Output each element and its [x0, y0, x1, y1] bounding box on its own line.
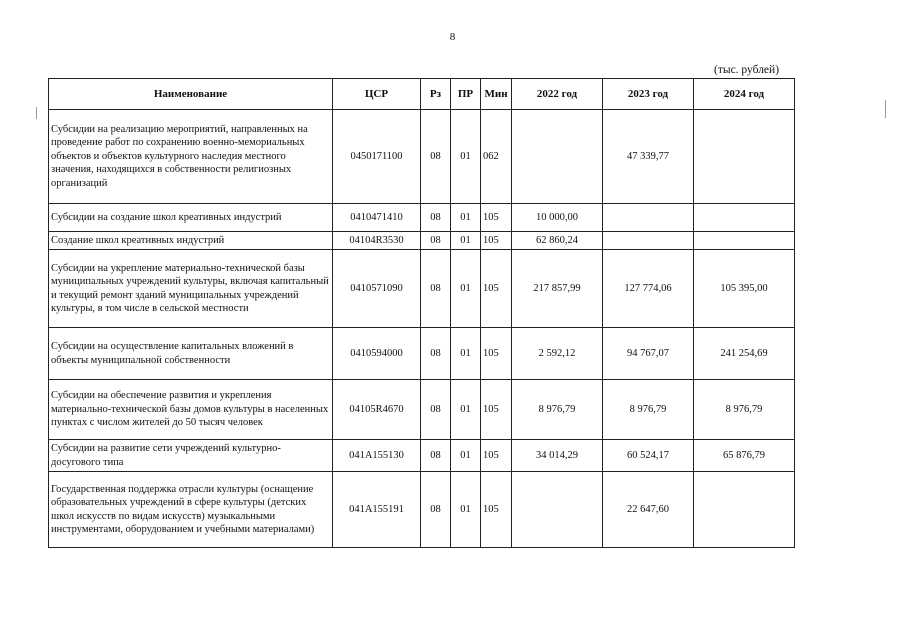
cell-rz: 08: [421, 440, 451, 472]
scan-artifact-left: [36, 107, 37, 119]
cell-2024: 65 876,79: [694, 440, 795, 472]
cell-name: Субсидии на развитие сети учреждений культурно-досугового типа: [49, 440, 333, 472]
cell-name: Субсидии на обеспечение развития и укрепления материально-технической базы домов культуры в населенных пунктах с числом жителей до 50 тысяч человек: [49, 380, 333, 440]
scan-artifact-right: [885, 100, 886, 118]
budget-table: [48, 78, 795, 548]
cell-name: Субсидии на создание школ креативных индустрий: [49, 204, 333, 232]
cell-rz: 08: [421, 472, 451, 548]
cell-2024: [694, 204, 795, 232]
cell-rz: 08: [421, 328, 451, 380]
cell-pr: 01: [451, 250, 481, 328]
cell-min: 105: [481, 472, 512, 548]
cell-2024: [694, 232, 795, 250]
cell-csr: 0410571090: [333, 250, 421, 328]
cell-2023: 94 767,07: [603, 328, 694, 380]
cell-csr: 0410594000: [333, 328, 421, 380]
table-row: [49, 440, 795, 472]
table-row: [49, 110, 795, 204]
cell-rz: 08: [421, 232, 451, 250]
cell-pr: 01: [451, 110, 481, 204]
header-min: Мин: [481, 79, 512, 110]
cell-2023: [603, 204, 694, 232]
header-csr: ЦСР: [333, 79, 421, 110]
cell-min: 105: [481, 380, 512, 440]
page-number: 8: [449, 31, 456, 43]
cell-2022: 8 976,79: [512, 380, 603, 440]
cell-name: Субсидии на осуществление капитальных вложений в объекты муниципальной собственности: [49, 328, 333, 380]
cell-2022: 10 000,00: [512, 204, 603, 232]
cell-csr: 04104R3530: [333, 232, 421, 250]
table-header-row: [49, 79, 795, 110]
cell-rz: 08: [421, 380, 451, 440]
table-row: [49, 380, 795, 440]
cell-2024: 8 976,79: [694, 380, 795, 440]
cell-2023: 8 976,79: [603, 380, 694, 440]
cell-pr: 01: [451, 232, 481, 250]
cell-min: 105: [481, 232, 512, 250]
table-row: [49, 472, 795, 548]
cell-pr: 01: [451, 380, 481, 440]
cell-2022: 217 857,99: [512, 250, 603, 328]
cell-pr: 01: [451, 472, 481, 548]
table-row: [49, 328, 795, 380]
header-pr: ПР: [451, 79, 481, 110]
header-name: Наименование: [49, 79, 333, 110]
cell-rz: 08: [421, 110, 451, 204]
cell-2024: 105 395,00: [694, 250, 795, 328]
cell-pr: 01: [451, 440, 481, 472]
cell-name: Субсидии на реализацию мероприятий, направленных на проведение работ по сохранению военно-мемориальных объектов и объектов культурного наследия местного значения, находящихся в собственности религиозных организаций: [49, 110, 333, 204]
cell-rz: 08: [421, 250, 451, 328]
cell-2023: 22 647,60: [603, 472, 694, 548]
cell-2023: 60 524,17: [603, 440, 694, 472]
cell-2023: [603, 232, 694, 250]
cell-csr: 0450171100: [333, 110, 421, 204]
cell-csr: 0410471410: [333, 204, 421, 232]
cell-csr: 04105R4670: [333, 380, 421, 440]
header-2024: 2024 год: [694, 79, 795, 110]
cell-csr: 041A155130: [333, 440, 421, 472]
cell-2024: [694, 110, 795, 204]
cell-name: Создание школ креативных индустрий: [49, 232, 333, 250]
cell-2024: 241 254,69: [694, 328, 795, 380]
cell-min: 105: [481, 440, 512, 472]
cell-min: 105: [481, 250, 512, 328]
header-2022: 2022 год: [512, 79, 603, 110]
cell-rz: 08: [421, 204, 451, 232]
header-2023: 2023 год: [603, 79, 694, 110]
cell-min: 105: [481, 328, 512, 380]
cell-name: Государственная поддержка отрасли культуры (оснащение образовательных учреждений в сфере культуры (детских школ искусств по видам искусств) музыкальными инструментами, оборудованием и учебными материалами): [49, 472, 333, 548]
cell-pr: 01: [451, 328, 481, 380]
cell-2022: 34 014,29: [512, 440, 603, 472]
cell-2023: 47 339,77: [603, 110, 694, 204]
cell-2022: 62 860,24: [512, 232, 603, 250]
cell-2023: 127 774,06: [603, 250, 694, 328]
cell-name: Субсидии на укрепление материально-технической базы муниципальных учреждений культуры, включая капитальный и текущий ремонт зданий муниципальных учреждений культуры, в том числе в сельской местности: [49, 250, 333, 328]
cell-min: 062: [481, 110, 512, 204]
cell-2022: [512, 472, 603, 548]
cell-pr: 01: [451, 204, 481, 232]
cell-2022: [512, 110, 603, 204]
units-note: (тыс. рублей): [714, 64, 780, 76]
cell-2024: [694, 472, 795, 548]
cell-2022: 2 592,12: [512, 328, 603, 380]
table-row: [49, 204, 795, 232]
table-row: [49, 250, 795, 328]
cell-min: 105: [481, 204, 512, 232]
cell-csr: 041A155191: [333, 472, 421, 548]
header-rz: Рз: [421, 79, 451, 110]
table-row: [49, 232, 795, 250]
